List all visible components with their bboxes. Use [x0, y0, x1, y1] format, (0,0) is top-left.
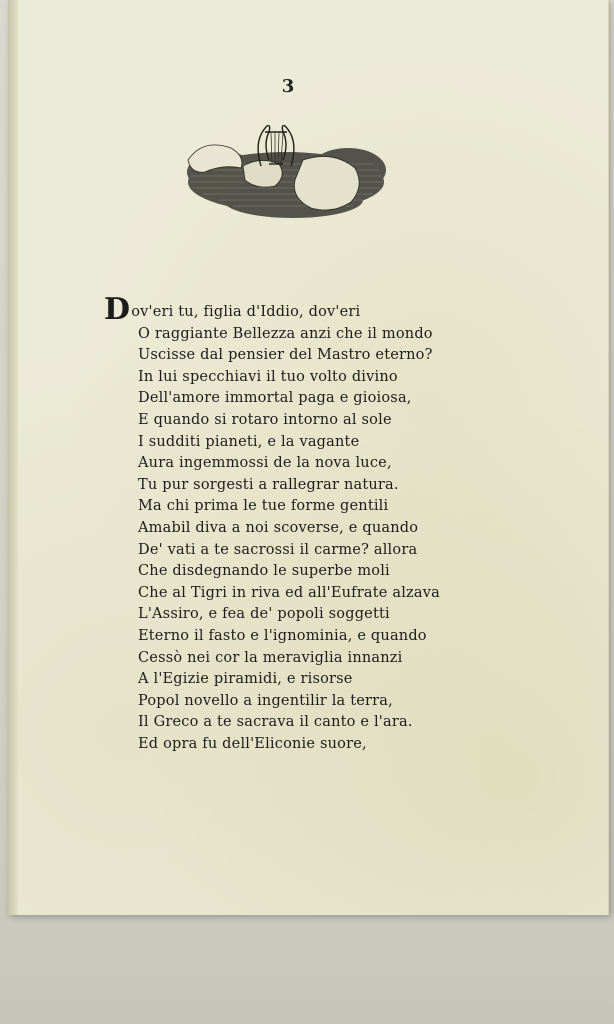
- poem-line: Amabil diva a noi scoverse, e quando: [138, 519, 419, 536]
- poem-line: L'Assiro, e fea de' popoli soggetti: [138, 606, 390, 623]
- poem-line: Uscisse dal pensier del Mastro eterno?: [138, 347, 433, 364]
- drop-cap: D: [104, 292, 131, 327]
- poem-line: Che al Tigri in riva ed all'Eufrate alzava: [138, 584, 440, 601]
- poem-first-line-text: ov'eri tu, figlia d'Iddio, dov'eri: [131, 304, 361, 320]
- poem-line: Il Greco a te sacrava il canto e l'ara.: [138, 714, 413, 731]
- poem-line: Che disdegnando le superbe moli: [138, 563, 390, 580]
- poem-line: I sudditi pianeti, e la vagante: [138, 433, 360, 450]
- poem-line: In lui specchiavi il tuo volto divino: [138, 368, 398, 385]
- poem-line: Ed opra fu dell'Eliconie suore,: [138, 735, 367, 752]
- book-page: [8, 0, 609, 915]
- poem-line: Ma chi prima le tue forme gentili: [138, 498, 389, 515]
- poem-line: A l'Egizie piramidi, e risorse: [138, 671, 353, 688]
- poem-line: Tu pur sorgesti a rallegrar natura.: [138, 476, 399, 493]
- lyre-cloud-vignette-icon: [183, 120, 389, 224]
- poem-line: E quando si rotaro intorno al sole: [138, 411, 392, 428]
- poem-line: Eterno il fasto e l'ignominia, e quando: [138, 627, 427, 644]
- poem-first-line: [104, 292, 584, 327]
- poem-line: Dell'amore immortal paga e gioiosa,: [138, 390, 412, 407]
- poem-line: Popol novello a ingentilir la terra,: [138, 692, 393, 709]
- poem-text: [104, 292, 584, 755]
- poem-line: De' vati a te sacrossi il carme? allora: [138, 541, 418, 558]
- poem-line: O raggiante Bellezza anzi che il mondo: [138, 325, 433, 342]
- page-spine-edge: [8, 0, 18, 915]
- poem-line: Cessò nei cor la meraviglia innanzi: [138, 649, 403, 666]
- poem-line: Aura ingemmossi de la nova luce,: [138, 455, 392, 472]
- page-number: 3: [281, 76, 295, 97]
